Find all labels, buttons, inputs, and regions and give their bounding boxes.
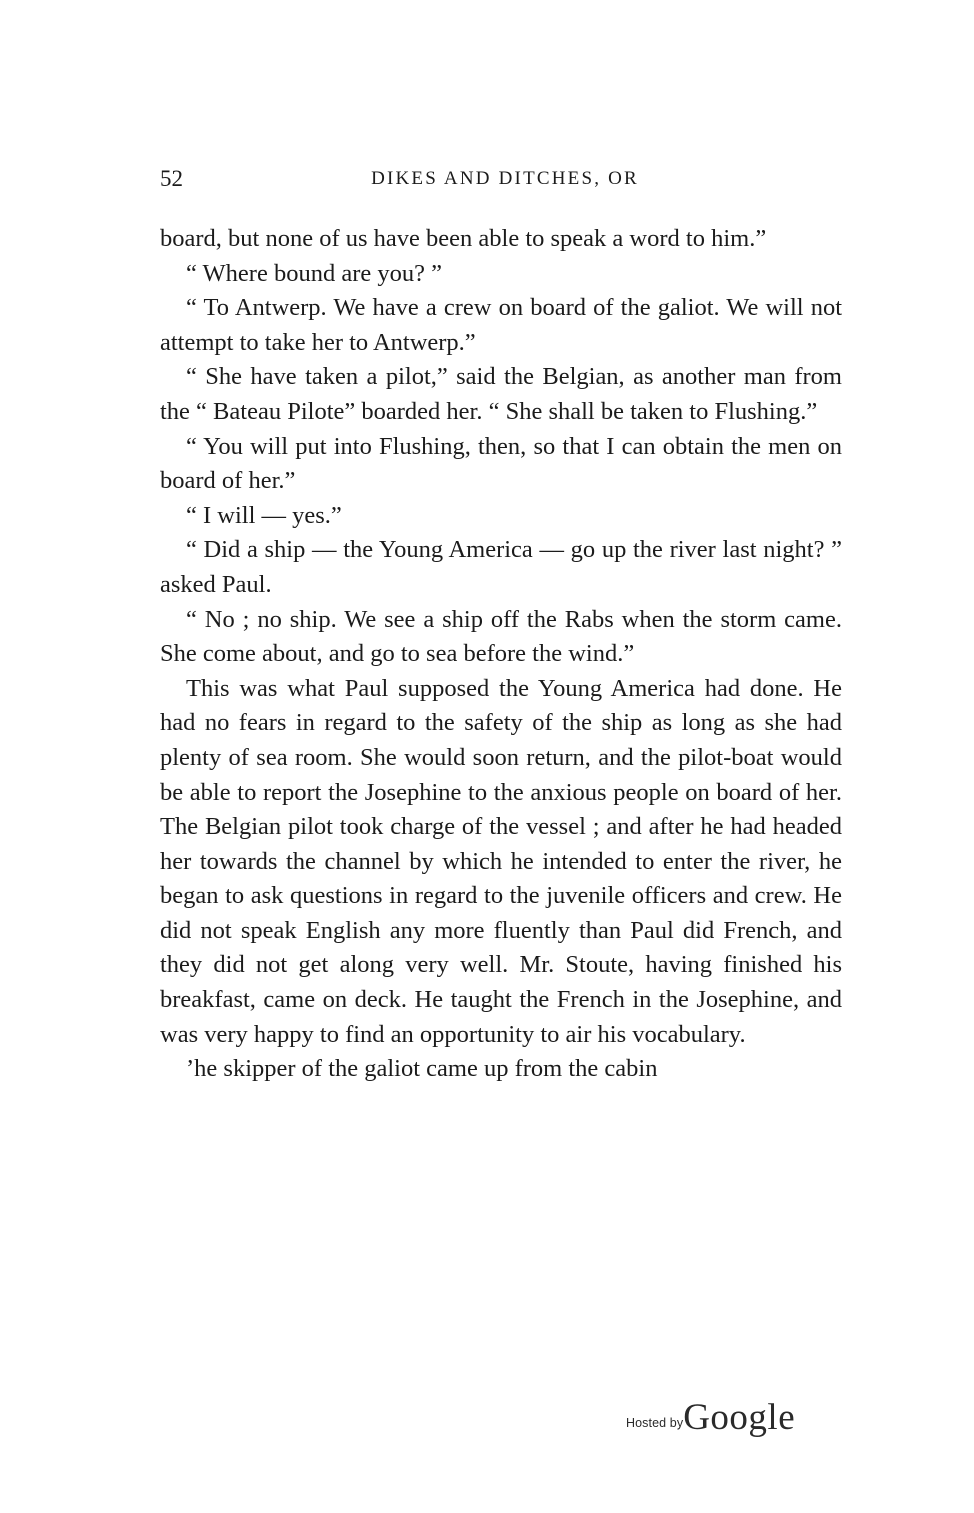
hosted-by-label: Hosted by (626, 1416, 684, 1430)
paragraph: board, but none of us have been able to speak a word to him.” (160, 225, 767, 252)
google-logo: Google (683, 1397, 796, 1438)
body-text (160, 222, 842, 1087)
page-number: 52 (160, 166, 183, 191)
running-title: DIKES AND DITCHES, OR (371, 168, 639, 189)
paragraph: ʼhe skipper of the galiot came up from the cabin (186, 1055, 658, 1083)
hosted-by-google-watermark (626, 1396, 795, 1446)
paragraph: “ I will — yes.” (186, 501, 342, 529)
paragraph: This was what Paul supposed the Young America had done. He had no fears in regard to the safety of the ship as long as she had plenty of sea room. She would soon return, and the pilot-boat would be able to report the Josephine to the anxious people on board of her. The Belgian pilot took charge of the vessel ; and after he had headed her towards the channel by which he intended to enter the river, he began to ask questions in regard to the juvenile officers and crew. He did not speak English any more fluently than Paul did French, and they did not get along very well. Mr. Stoute, having finished his breakfast, came on deck. He taught the French in the Josephine, and was very happy to find an opportunity to air his vocabulary. (160, 674, 842, 1048)
paragraph: “ Where bound are you? ” (186, 259, 442, 287)
paragraph: “ To Antwerp. We have a crew on board of the galiot. We will not attempt to take her to Antwerp.” (160, 294, 842, 356)
running-head (160, 164, 842, 194)
paragraph: “ No ; no ship. We see a ship off the Rabs when the storm came. She come about, and go to sea before the wind.” (160, 605, 842, 668)
paragraph: “ Did a ship — the Young America — go up the river last night? ” asked Paul. (160, 536, 842, 598)
paragraph: “ She have taken a pilot,” said the Belgian, as another man from the “ Bateau Pilote” boarded her. “ She shall be taken to Flushing.” (160, 363, 842, 425)
paragraph: “ You will put into Flushing, then, so that I can obtain the men on board of her.” (160, 432, 842, 495)
